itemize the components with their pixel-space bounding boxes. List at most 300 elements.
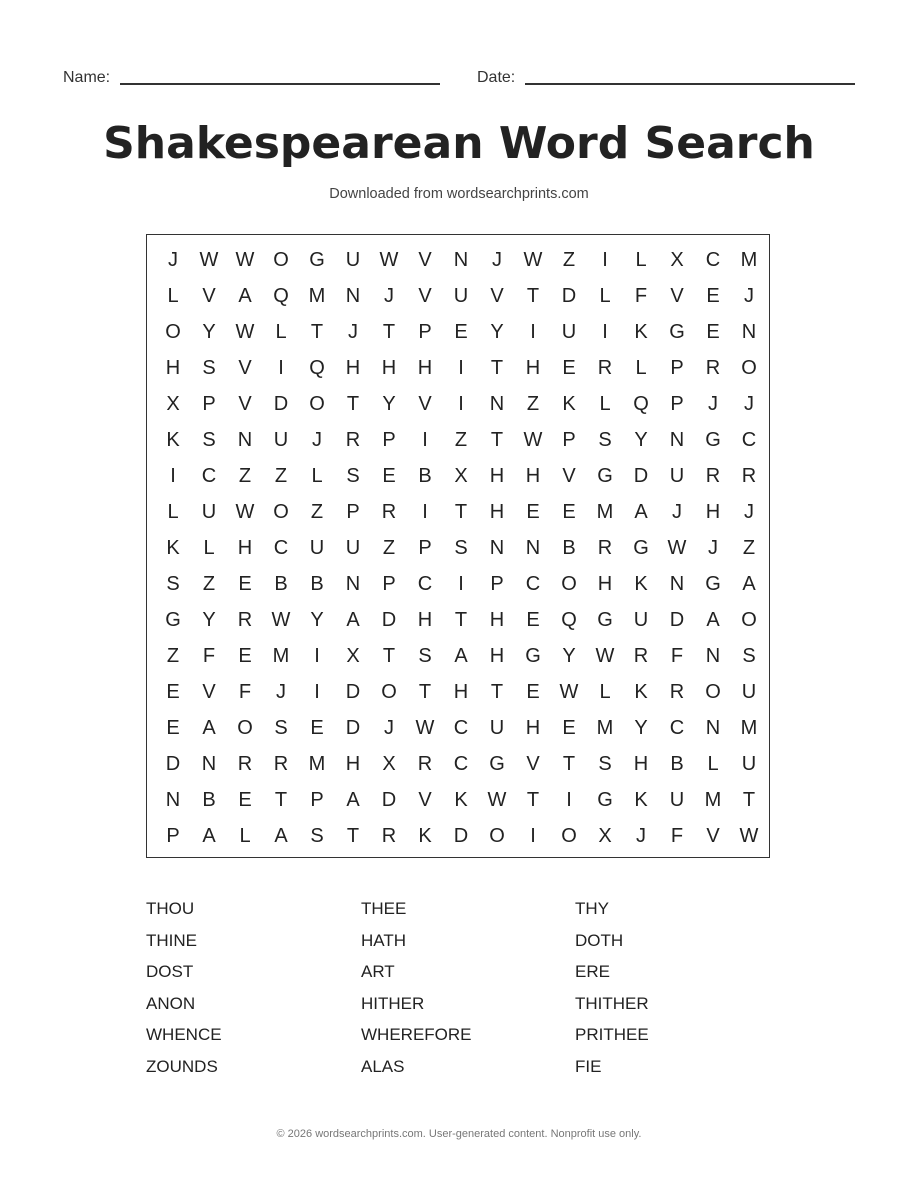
grid-letter: O (705, 681, 721, 703)
grid-letter: Q (309, 357, 325, 379)
grid-letter: G (525, 645, 541, 667)
grid-letter: A (238, 285, 252, 307)
grid-letter: E (526, 609, 540, 631)
grid-letter: I (602, 321, 608, 343)
grid-letter: F (670, 825, 684, 847)
grid-letter: V (670, 285, 684, 307)
grid-row (155, 530, 767, 566)
grid-row (155, 602, 767, 638)
grid-letter: T (742, 789, 756, 811)
grid-letter: I (422, 429, 428, 451)
grid-letter: Y (634, 429, 648, 451)
grid-letter: Z (742, 537, 756, 559)
grid-letter: M (308, 285, 326, 307)
grid-letter: W (235, 321, 255, 343)
grid-letter: M (596, 501, 614, 523)
grid-letter: H (525, 357, 541, 379)
grid-letter: P (310, 789, 324, 811)
grid-letter: W (523, 429, 543, 451)
grid-letter: G (597, 465, 613, 487)
grid-letter: I (422, 501, 428, 523)
header-fields (63, 66, 855, 90)
grid-letter: D (453, 825, 469, 847)
grid-letter: Y (310, 609, 324, 631)
word-list-item: THITHER (575, 993, 649, 1013)
grid-letter: X (454, 465, 468, 487)
grid-letter: C (453, 717, 469, 739)
word-list-item: THINE (146, 930, 197, 950)
grid-letter: T (418, 681, 432, 703)
grid-letter: I (566, 789, 572, 811)
grid-letter: Z (166, 645, 180, 667)
grid-letter: N (705, 645, 721, 667)
grid-letter: U (741, 681, 757, 703)
grid-letter: Z (562, 249, 576, 271)
grid-row (155, 278, 767, 314)
grid-letter: J (348, 321, 358, 343)
grid-letter: I (458, 357, 464, 379)
grid-letter: N (345, 285, 361, 307)
grid-letter: S (202, 429, 216, 451)
word-list-item: WHENCE (146, 1025, 222, 1044)
grid-letter: J (384, 717, 394, 739)
grid-letter: S (598, 429, 612, 451)
grid-letter: U (489, 717, 505, 739)
grid-letter: E (382, 465, 396, 487)
grid-letter: L (635, 249, 647, 271)
grid-letter: J (744, 501, 754, 523)
grid-letter: E (526, 681, 540, 703)
grid-letter: L (599, 285, 611, 307)
grid-letter: O (741, 357, 757, 379)
grid-letter: R (237, 753, 253, 775)
grid-letter: V (238, 393, 252, 415)
grid-letter: N (489, 537, 505, 559)
grid-letter: J (492, 249, 502, 271)
grid-letter: H (489, 501, 505, 523)
grid-letter: K (562, 393, 576, 415)
word-list-item: DOTH (575, 930, 624, 950)
grid-letter: H (489, 465, 505, 487)
grid-letter: G (669, 321, 685, 343)
grid-letter: V (418, 789, 432, 811)
grid-letter: P (670, 393, 684, 415)
grid-letter: J (672, 501, 682, 523)
grid-letter: E (166, 717, 180, 739)
grid-row (155, 242, 767, 278)
grid-letter: T (490, 357, 504, 379)
grid-row (155, 566, 767, 602)
grid-letter: N (237, 429, 253, 451)
grid-letter: N (525, 537, 541, 559)
grid-letter: S (202, 357, 216, 379)
grid-row (155, 458, 767, 494)
grid-letter: W (199, 249, 219, 271)
grid-letter: R (633, 645, 649, 667)
grid-letter: Z (274, 465, 288, 487)
grid-letter: N (669, 573, 685, 595)
grid-letter: U (345, 249, 361, 271)
grid-letter: T (526, 285, 540, 307)
grid-letter: W (415, 717, 435, 739)
grid-letter: P (166, 825, 180, 847)
grid-letter: U (633, 609, 649, 631)
grid-row (155, 494, 767, 530)
grid-letter: X (346, 645, 360, 667)
grid-letter: S (454, 537, 468, 559)
grid-letter: S (310, 825, 324, 847)
grid-letter: S (166, 573, 180, 595)
grid-letter: N (201, 753, 217, 775)
page-subtitle: Downloaded from wordsearchprints.com (329, 186, 589, 202)
grid-letter: R (705, 465, 721, 487)
grid-letter: W (595, 645, 615, 667)
grid-letter: R (597, 357, 613, 379)
grid-letter: B (562, 537, 576, 559)
grid-letter: B (274, 573, 288, 595)
grid-letter: G (633, 537, 649, 559)
grid-letter: M (308, 753, 326, 775)
grid-letter: H (417, 357, 433, 379)
grid-letter: U (741, 753, 757, 775)
word-list-item: THOU (146, 899, 195, 918)
word-list-item: ART (361, 962, 395, 981)
grid-letter: E (562, 357, 576, 379)
grid-letter: U (669, 789, 685, 811)
grid-row (155, 422, 767, 458)
grid-letter: Z (202, 573, 216, 595)
grid-letter: S (418, 645, 432, 667)
grid-letter: J (636, 825, 646, 847)
grid-letter: R (417, 753, 433, 775)
grid-letter: W (235, 249, 255, 271)
grid-letter: J (384, 285, 394, 307)
date-line (525, 83, 855, 85)
grid-letter: H (381, 357, 397, 379)
grid-letter: K (418, 825, 432, 847)
grid-letter: Y (634, 717, 648, 739)
grid-letter: J (276, 681, 286, 703)
grid-letter: V (418, 393, 432, 415)
word-list-item: THY (575, 899, 609, 918)
grid-letter: L (239, 825, 251, 847)
grid-letter: E (526, 501, 540, 523)
grid-letter: I (170, 465, 176, 487)
grid-letter: I (458, 393, 464, 415)
grid-letter: A (742, 573, 756, 595)
grid-letter: R (345, 429, 361, 451)
grid-letter: T (454, 501, 468, 523)
grid-letter: R (669, 681, 685, 703)
grid-letter: N (165, 789, 181, 811)
grid-letter: W (739, 825, 759, 847)
grid-letter: D (345, 717, 361, 739)
footer: © 2026 wordsearchprints.com. User-generated content. Nonprofit use only. (276, 1128, 642, 1140)
grid-letter: U (273, 429, 289, 451)
grid-letter: W (667, 537, 687, 559)
grid-letter: J (744, 393, 754, 415)
grid-letter: T (562, 753, 576, 775)
grid-letter: L (599, 393, 611, 415)
grid-letter: N (453, 249, 469, 271)
grid-letter: L (311, 465, 323, 487)
grid-letter: G (597, 789, 613, 811)
grid-letter: O (237, 717, 253, 739)
grid-letter: R (705, 357, 721, 379)
grid-letter: C (741, 429, 757, 451)
grid-letter: M (740, 249, 758, 271)
grid-letter: R (597, 537, 613, 559)
grid-letter: S (274, 717, 288, 739)
grid-letter: X (598, 825, 612, 847)
grid-letter: B (670, 753, 684, 775)
grid-letter: P (490, 573, 504, 595)
grid-letter: E (562, 501, 576, 523)
grid-letter: X (166, 393, 180, 415)
grid-letter: P (382, 429, 396, 451)
grid-letter: R (381, 501, 397, 523)
grid-letter: E (238, 645, 252, 667)
grid-letter: S (598, 753, 612, 775)
grid-letter: O (561, 573, 577, 595)
grid-letter: T (454, 609, 468, 631)
grid-letter: Q (561, 609, 577, 631)
grid-letter: K (166, 537, 180, 559)
grid-letter: N (345, 573, 361, 595)
grid-letter: E (310, 717, 324, 739)
grid-letter: E (238, 573, 252, 595)
grid-letter: K (454, 789, 468, 811)
grid-letter: I (602, 249, 608, 271)
grid-letter: V (418, 249, 432, 271)
grid-letter: J (708, 393, 718, 415)
grid-letter: Y (562, 645, 576, 667)
grid-letter: P (670, 357, 684, 379)
grid-letter: I (530, 321, 536, 343)
grid-row (155, 638, 767, 674)
grid-letter: S (346, 465, 360, 487)
grid-letter: C (273, 537, 289, 559)
word-list-item: FIE (575, 1056, 602, 1076)
grid-letter: J (744, 285, 754, 307)
grid-letter: Z (238, 465, 252, 487)
grid-letter: K (634, 573, 648, 595)
grid-letter: G (705, 573, 721, 595)
grid-letter: Y (202, 321, 216, 343)
grid-letter: P (382, 573, 396, 595)
grid-letter: I (530, 825, 536, 847)
grid-letter: J (168, 249, 178, 271)
grid-letter: I (314, 681, 320, 703)
grid-letter: U (669, 465, 685, 487)
grid-letter: W (379, 249, 399, 271)
grid-letter: A (274, 825, 288, 847)
grid-letter: V (706, 825, 720, 847)
grid-letter: A (202, 717, 216, 739)
grid-letter: H (489, 609, 505, 631)
grid-letter: T (382, 321, 396, 343)
grid-row (155, 746, 767, 782)
grid-row (155, 314, 767, 350)
name-label: Name: (63, 69, 111, 86)
grid-letter: O (741, 609, 757, 631)
grid-letter: H (525, 465, 541, 487)
grid-letter: D (669, 609, 685, 631)
grid-letter: U (345, 537, 361, 559)
grid-letter: H (489, 645, 505, 667)
grid-letter: L (167, 501, 179, 523)
grid-letter: K (634, 789, 648, 811)
grid-letter: L (275, 321, 287, 343)
grid-letter: O (561, 825, 577, 847)
grid-letter: W (271, 609, 291, 631)
grid-letter: L (599, 681, 611, 703)
grid-letter: E (238, 789, 252, 811)
grid-letter: B (202, 789, 216, 811)
name-line (120, 83, 440, 85)
grid-letter: N (705, 717, 721, 739)
grid-letter: C (201, 465, 217, 487)
grid-letter: G (165, 609, 181, 631)
grid-letter: R (237, 609, 253, 631)
grid-letter: G (489, 753, 505, 775)
grid-letter: K (166, 429, 180, 451)
grid-letter: L (203, 537, 215, 559)
date-label: Date: (477, 69, 516, 86)
grid-letter: I (278, 357, 284, 379)
grid-letter: D (633, 465, 649, 487)
grid-letter: A (634, 501, 648, 523)
grid-letter: O (273, 249, 289, 271)
grid-letter: M (740, 717, 758, 739)
grid-letter: Z (526, 393, 540, 415)
word-list-item: ALAS (361, 1056, 405, 1076)
grid-letter: V (418, 285, 432, 307)
grid-letter: Z (454, 429, 468, 451)
grid-letter: A (346, 789, 360, 811)
grid-letter: W (559, 681, 579, 703)
grid-letter: E (706, 321, 720, 343)
word-list-item: ZOUNDS (146, 1056, 218, 1076)
grid-letter: X (670, 249, 684, 271)
grid-letter: F (238, 681, 252, 703)
grid-letter: I (458, 573, 464, 595)
grid-letter: V (490, 285, 504, 307)
grid-letter: W (523, 249, 543, 271)
grid-letter: H (345, 753, 361, 775)
grid-letter: A (346, 609, 360, 631)
grid-letter: H (597, 573, 613, 595)
word-list-item: ERE (575, 962, 610, 981)
grid-letter: H (705, 501, 721, 523)
grid-letter: U (201, 501, 217, 523)
word-list-item: THEE (361, 899, 407, 918)
grid-letter: C (705, 249, 721, 271)
grid-letter: P (418, 537, 432, 559)
grid-letter: L (707, 753, 719, 775)
grid-letter: H (417, 609, 433, 631)
grid-letter: T (346, 825, 360, 847)
grid-letter: S (742, 645, 756, 667)
grid-letter: R (273, 753, 289, 775)
word-list-item: HITHER (361, 993, 425, 1013)
grid-letter: M (596, 717, 614, 739)
grid-letter: W (487, 789, 507, 811)
grid-letter: D (381, 789, 397, 811)
grid-letter: P (202, 393, 216, 415)
grid-letter: O (165, 321, 181, 343)
grid-letter: Y (382, 393, 396, 415)
grid-row (155, 386, 767, 422)
grid-letter: Y (490, 321, 504, 343)
word-list-item: DOST (146, 962, 194, 981)
word-list-item: ANON (146, 993, 196, 1013)
grid-letter: H (237, 537, 253, 559)
grid-letter: H (453, 681, 469, 703)
grid-letter: V (202, 681, 216, 703)
grid-letter: L (635, 357, 647, 379)
grid-letter: B (418, 465, 432, 487)
grid-letter: O (489, 825, 505, 847)
grid-letter: O (381, 681, 397, 703)
grid-letter: R (381, 825, 397, 847)
grid-letter: P (418, 321, 432, 343)
grid-letter: K (634, 681, 648, 703)
grid-letter: Q (633, 393, 649, 415)
grid-letter: X (382, 753, 396, 775)
grid-letter: D (561, 285, 577, 307)
grid-letter: O (309, 393, 325, 415)
grid-letter: N (669, 429, 685, 451)
grid-letter: T (346, 393, 360, 415)
grid-letter: T (490, 429, 504, 451)
grid-letter: T (490, 681, 504, 703)
grid-letter: H (633, 753, 649, 775)
grid-letter: D (345, 681, 361, 703)
grid-letter: T (526, 789, 540, 811)
grid-letter: M (272, 645, 290, 667)
grid-letter: V (526, 753, 540, 775)
grid-letter: U (453, 285, 469, 307)
word-list (146, 899, 786, 1089)
grid-letter: E (562, 717, 576, 739)
grid-letter: F (202, 645, 216, 667)
grid-letter: Y (202, 609, 216, 631)
grid-letter: Z (310, 501, 324, 523)
grid-letter: G (309, 249, 325, 271)
grid-row (155, 782, 767, 818)
grid-letter: H (525, 717, 541, 739)
grid-letter: P (346, 501, 360, 523)
grid-letter: U (309, 537, 325, 559)
grid-letter: P (562, 429, 576, 451)
grid-letter: F (634, 285, 648, 307)
grid-letter: H (345, 357, 361, 379)
grid-letter: G (705, 429, 721, 451)
grid-letter: H (165, 357, 181, 379)
grid-letter: T (310, 321, 324, 343)
grid-letter: L (167, 285, 179, 307)
grid-letter: T (382, 645, 396, 667)
word-list-item: PRITHEE (575, 1025, 649, 1044)
grid-letter: W (235, 501, 255, 523)
grid-row (155, 818, 767, 854)
grid-letter: A (706, 609, 720, 631)
grid-letter: V (562, 465, 576, 487)
grid-letter: K (634, 321, 648, 343)
grid-row (155, 674, 767, 710)
grid-letter: A (202, 825, 216, 847)
